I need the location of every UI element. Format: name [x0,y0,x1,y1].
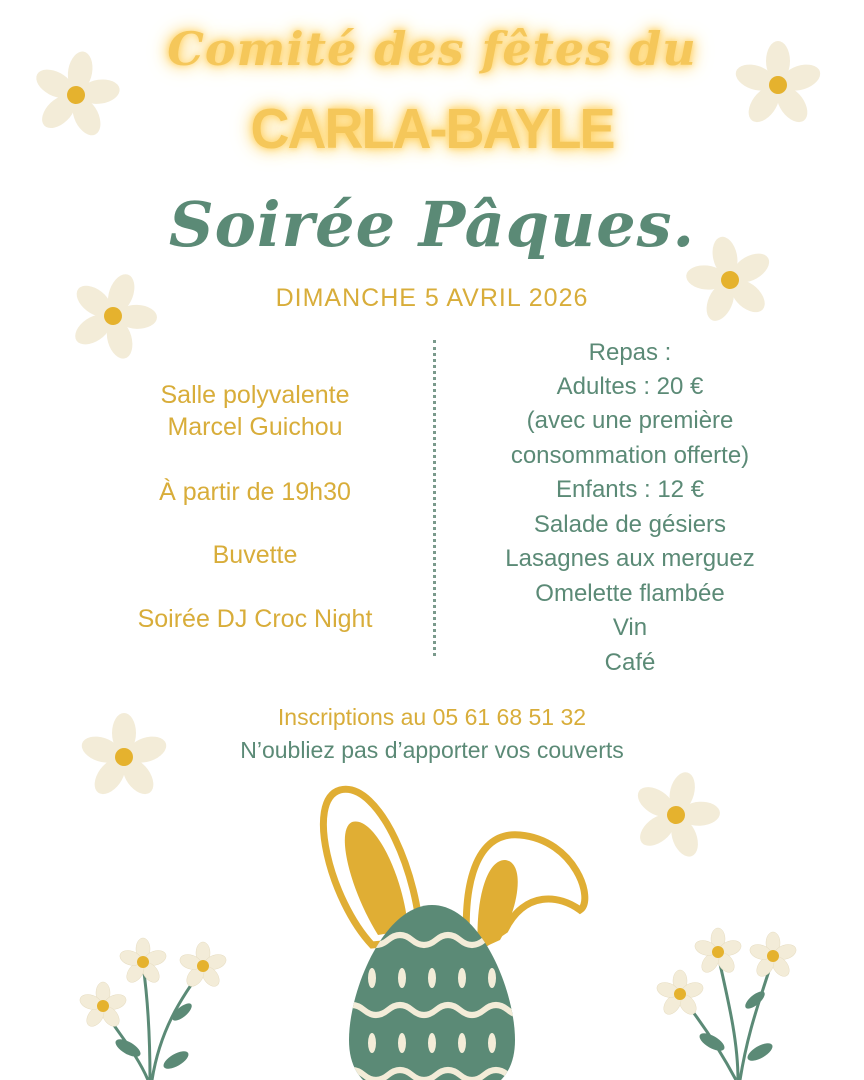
flower-bouquet-icon [78,938,228,1080]
column-divider [433,340,436,656]
registration-phone: Inscriptions au 05 61 68 51 32 [277,704,587,730]
menu-item: Café [604,649,656,676]
adult-note-2: consommation offerte) [510,442,750,469]
menu-item: Vin [612,614,648,641]
bar-info: Buvette [212,541,298,569]
committee-title: Comité des fêtes du [167,22,697,76]
daisy-icon [56,259,171,372]
village-title: CARLA-BAYLE [250,97,614,161]
menu-item: Lasagnes aux merguez [505,545,755,572]
menu-heading: Repas : [588,339,672,366]
venue-line-2: Marcel Guichou [167,413,343,441]
adult-note-1: (avec une première [526,407,734,434]
menu-item: Salade de gésiers [533,511,727,538]
child-price: Enfants : 12 € [555,476,705,503]
start-time: À partir de 19h30 [159,478,351,506]
cutlery-reminder: N’oubliez pas d’apporter vos couverts [240,737,624,763]
venue-line-1: Salle polyvalente [160,381,350,409]
event-title: Soirée Pâques. [168,188,696,261]
daisy-icon [621,761,731,868]
event-date: DIMANCHE 5 AVRIL 2026 [275,284,589,312]
flower-bouquet-icon [655,928,798,1080]
adult-price: Adultes : 20 € [556,373,704,400]
dj-info: Soirée DJ Croc Night [137,605,373,633]
menu-item: Omelette flambée [535,580,725,607]
